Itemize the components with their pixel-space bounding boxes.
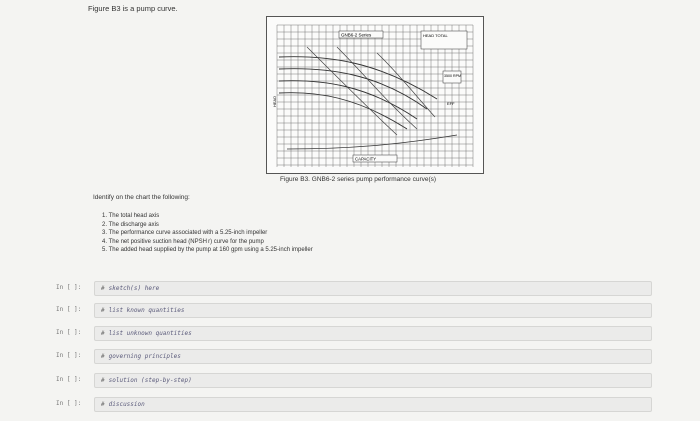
cell-prompt: In [ ]: (56, 284, 82, 291)
series-label: GNB6-2 Series (341, 32, 372, 38)
cell-comment: solution (step-by-step) (108, 377, 192, 384)
task-item-1: 1. The total head axis (102, 213, 160, 219)
cell-input[interactable]: # sketch(s) here (94, 281, 652, 296)
capacity-label: CAPACITY (355, 156, 377, 162)
head-curve-3 (279, 81, 417, 119)
cell-prompt: In [ ]: (56, 400, 82, 407)
notebook-cell-principles (56, 349, 656, 365)
cell-input[interactable]: # discussion (94, 397, 652, 412)
task-item-3: 3. The performance curve associated with a 5.25-inch impeller (102, 230, 268, 237)
cell-prompt: In [ ]: (56, 329, 82, 336)
head-axis-label: HEAD (272, 95, 277, 107)
task-item-5: 5. The added head supplied by the pump at 160 gpm using a 5.25-inch impeller (102, 247, 313, 254)
task-item-2: 2. The discharge axis (102, 221, 159, 228)
figure-caption: Figure B3. GNB6-2 series pump performance curve(s) (280, 176, 437, 183)
cell-input[interactable]: # governing principles (94, 349, 652, 364)
task-item-4: 4. The net positive suction head (NPSH r) curve for the pump (102, 238, 264, 245)
efficiency-curve-3 (377, 53, 435, 117)
notebook-cell-unknown (56, 326, 656, 342)
top-right-label: HEAD TOTAL (423, 33, 448, 38)
notebook-cell-solution (56, 373, 656, 389)
task-list (102, 212, 313, 255)
cell-comment: governing principles (108, 353, 181, 360)
cell-input[interactable]: # list unknown quantities (94, 326, 652, 341)
cell-comment: discussion (108, 401, 145, 408)
notebook-cell-known (56, 303, 656, 319)
cell-comment: sketch(s) here (108, 285, 160, 292)
notebook-cell-sketch (56, 281, 656, 297)
cell-prompt: In [ ]: (56, 376, 82, 383)
cell-comment: list known quantities (108, 307, 185, 314)
cell-prompt: In [ ]: (56, 306, 82, 313)
eff-label: EFF (447, 101, 455, 106)
pump-curve-chart (267, 17, 483, 173)
notebook-cell-discussion (56, 397, 656, 413)
cell-prompt: In [ ]: (56, 352, 82, 359)
cell-input[interactable]: # solution (step-by-step) (94, 373, 652, 388)
task-prompt: Identify on the chart the following: (93, 194, 190, 201)
intro-text: Figure B3 is a pump curve. (88, 4, 178, 13)
rpm-label: 3500 RPM (444, 74, 461, 78)
cell-comment: list unknown quantities (108, 330, 192, 337)
cell-input[interactable]: # list known quantities (94, 303, 652, 318)
pump-curve-figure (266, 16, 484, 174)
